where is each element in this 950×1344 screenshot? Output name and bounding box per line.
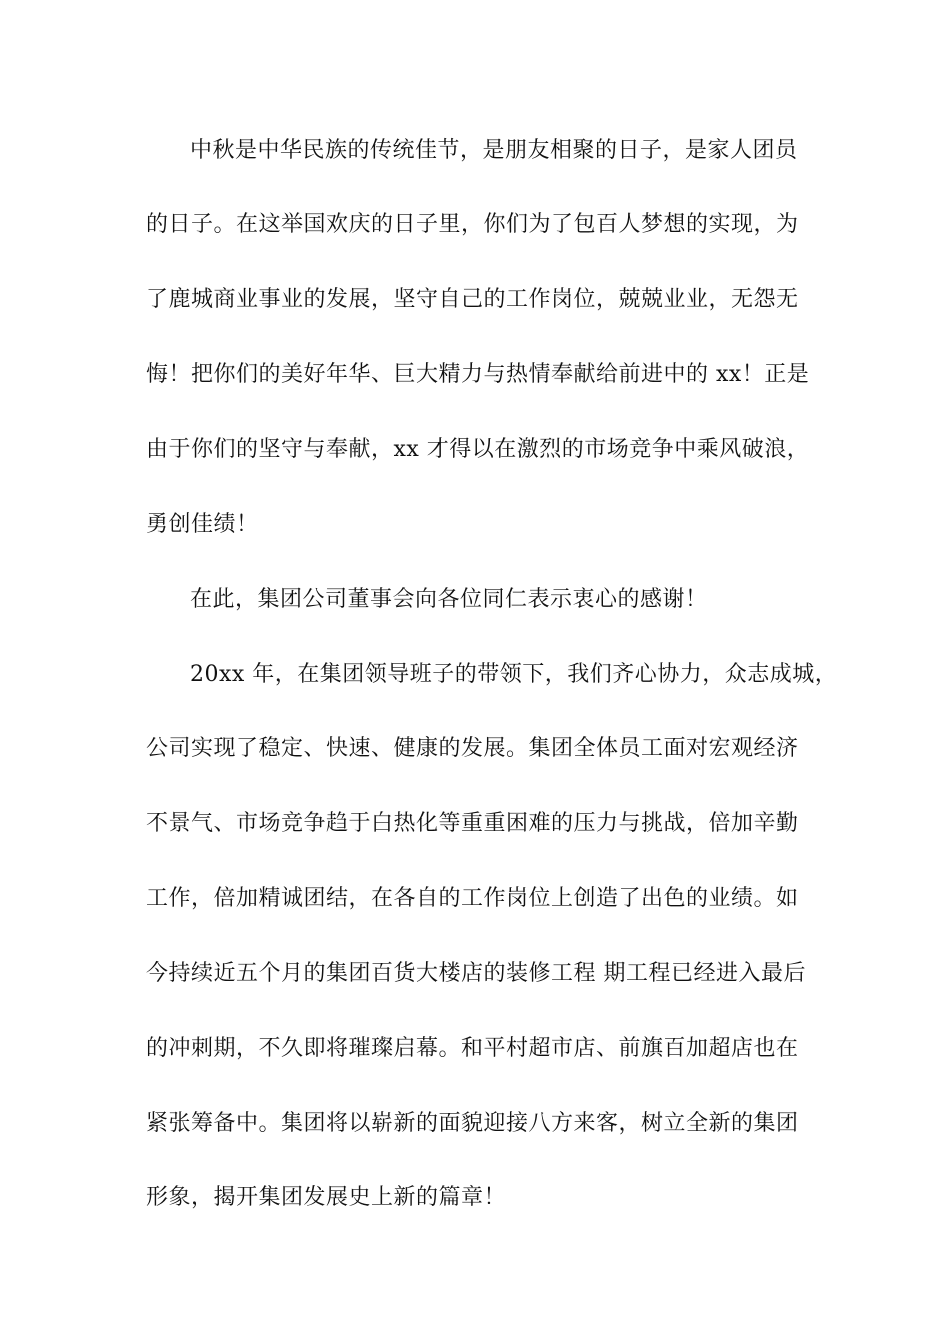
paragraph-3-line-7: 紧张筹备中。集团将以崭新的面貌迎接八方来客，树立全新的集团 xyxy=(146,1111,799,1136)
paragraph-3-line-8: 形象，揭开集团发展史上新的篇章！ xyxy=(146,1185,507,1210)
paragraph-3-line-6: 的冲刺期，不久即将璀璨启幕。和平村超市店、前旗百加超店也在 xyxy=(146,1036,799,1061)
paragraph-3-line-2: 公司实现了稳定、快速、健康的发展。集团全体员工面对宏观经济 xyxy=(146,736,799,761)
paragraph-3-line-1: 20xx 年，在集团领导班子的带领下，我们齐心协力，众志成城， xyxy=(190,662,838,687)
paragraph-1-line-3: 了鹿城商业事业的发展，坚守自己的工作岗位，兢兢业业，无怨无 xyxy=(146,287,799,312)
paragraph-3-line-3: 不景气、市场竞争趋于白热化等重重困难的压力与挑战，倍加辛勤 xyxy=(146,811,799,836)
paragraph-3-line-4: 工作，倍加精诚团结，在各自的工作岗位上创造了出色的业绩。如 xyxy=(146,886,799,911)
paragraph-1-line-5: 由于你们的坚守与奉献，xx 才得以在激烈的市场竞争中乘风破浪， xyxy=(146,437,810,462)
paragraph-2-line-1: 在此，集团公司董事会向各位同仁表示衷心的感谢！ xyxy=(190,587,708,612)
paragraph-1-line-1: 中秋是中华民族的传统佳节，是朋友相聚的日子，是家人团员 xyxy=(190,138,798,163)
paragraph-1-line-4: 悔！把你们的美好年华、巨大精力与热情奉献给前进中的 xx！正是 xyxy=(146,362,810,387)
paragraph-1-line-2: 的日子。在这举国欢庆的日子里，你们为了包百人梦想的实现，为 xyxy=(146,212,799,237)
paragraph-3-line-5: 今持续近五个月的集团百货大楼店的装修工程 期工程已经进入最后 xyxy=(146,961,806,986)
paragraph-1-line-6: 勇创佳绩！ xyxy=(146,512,259,537)
